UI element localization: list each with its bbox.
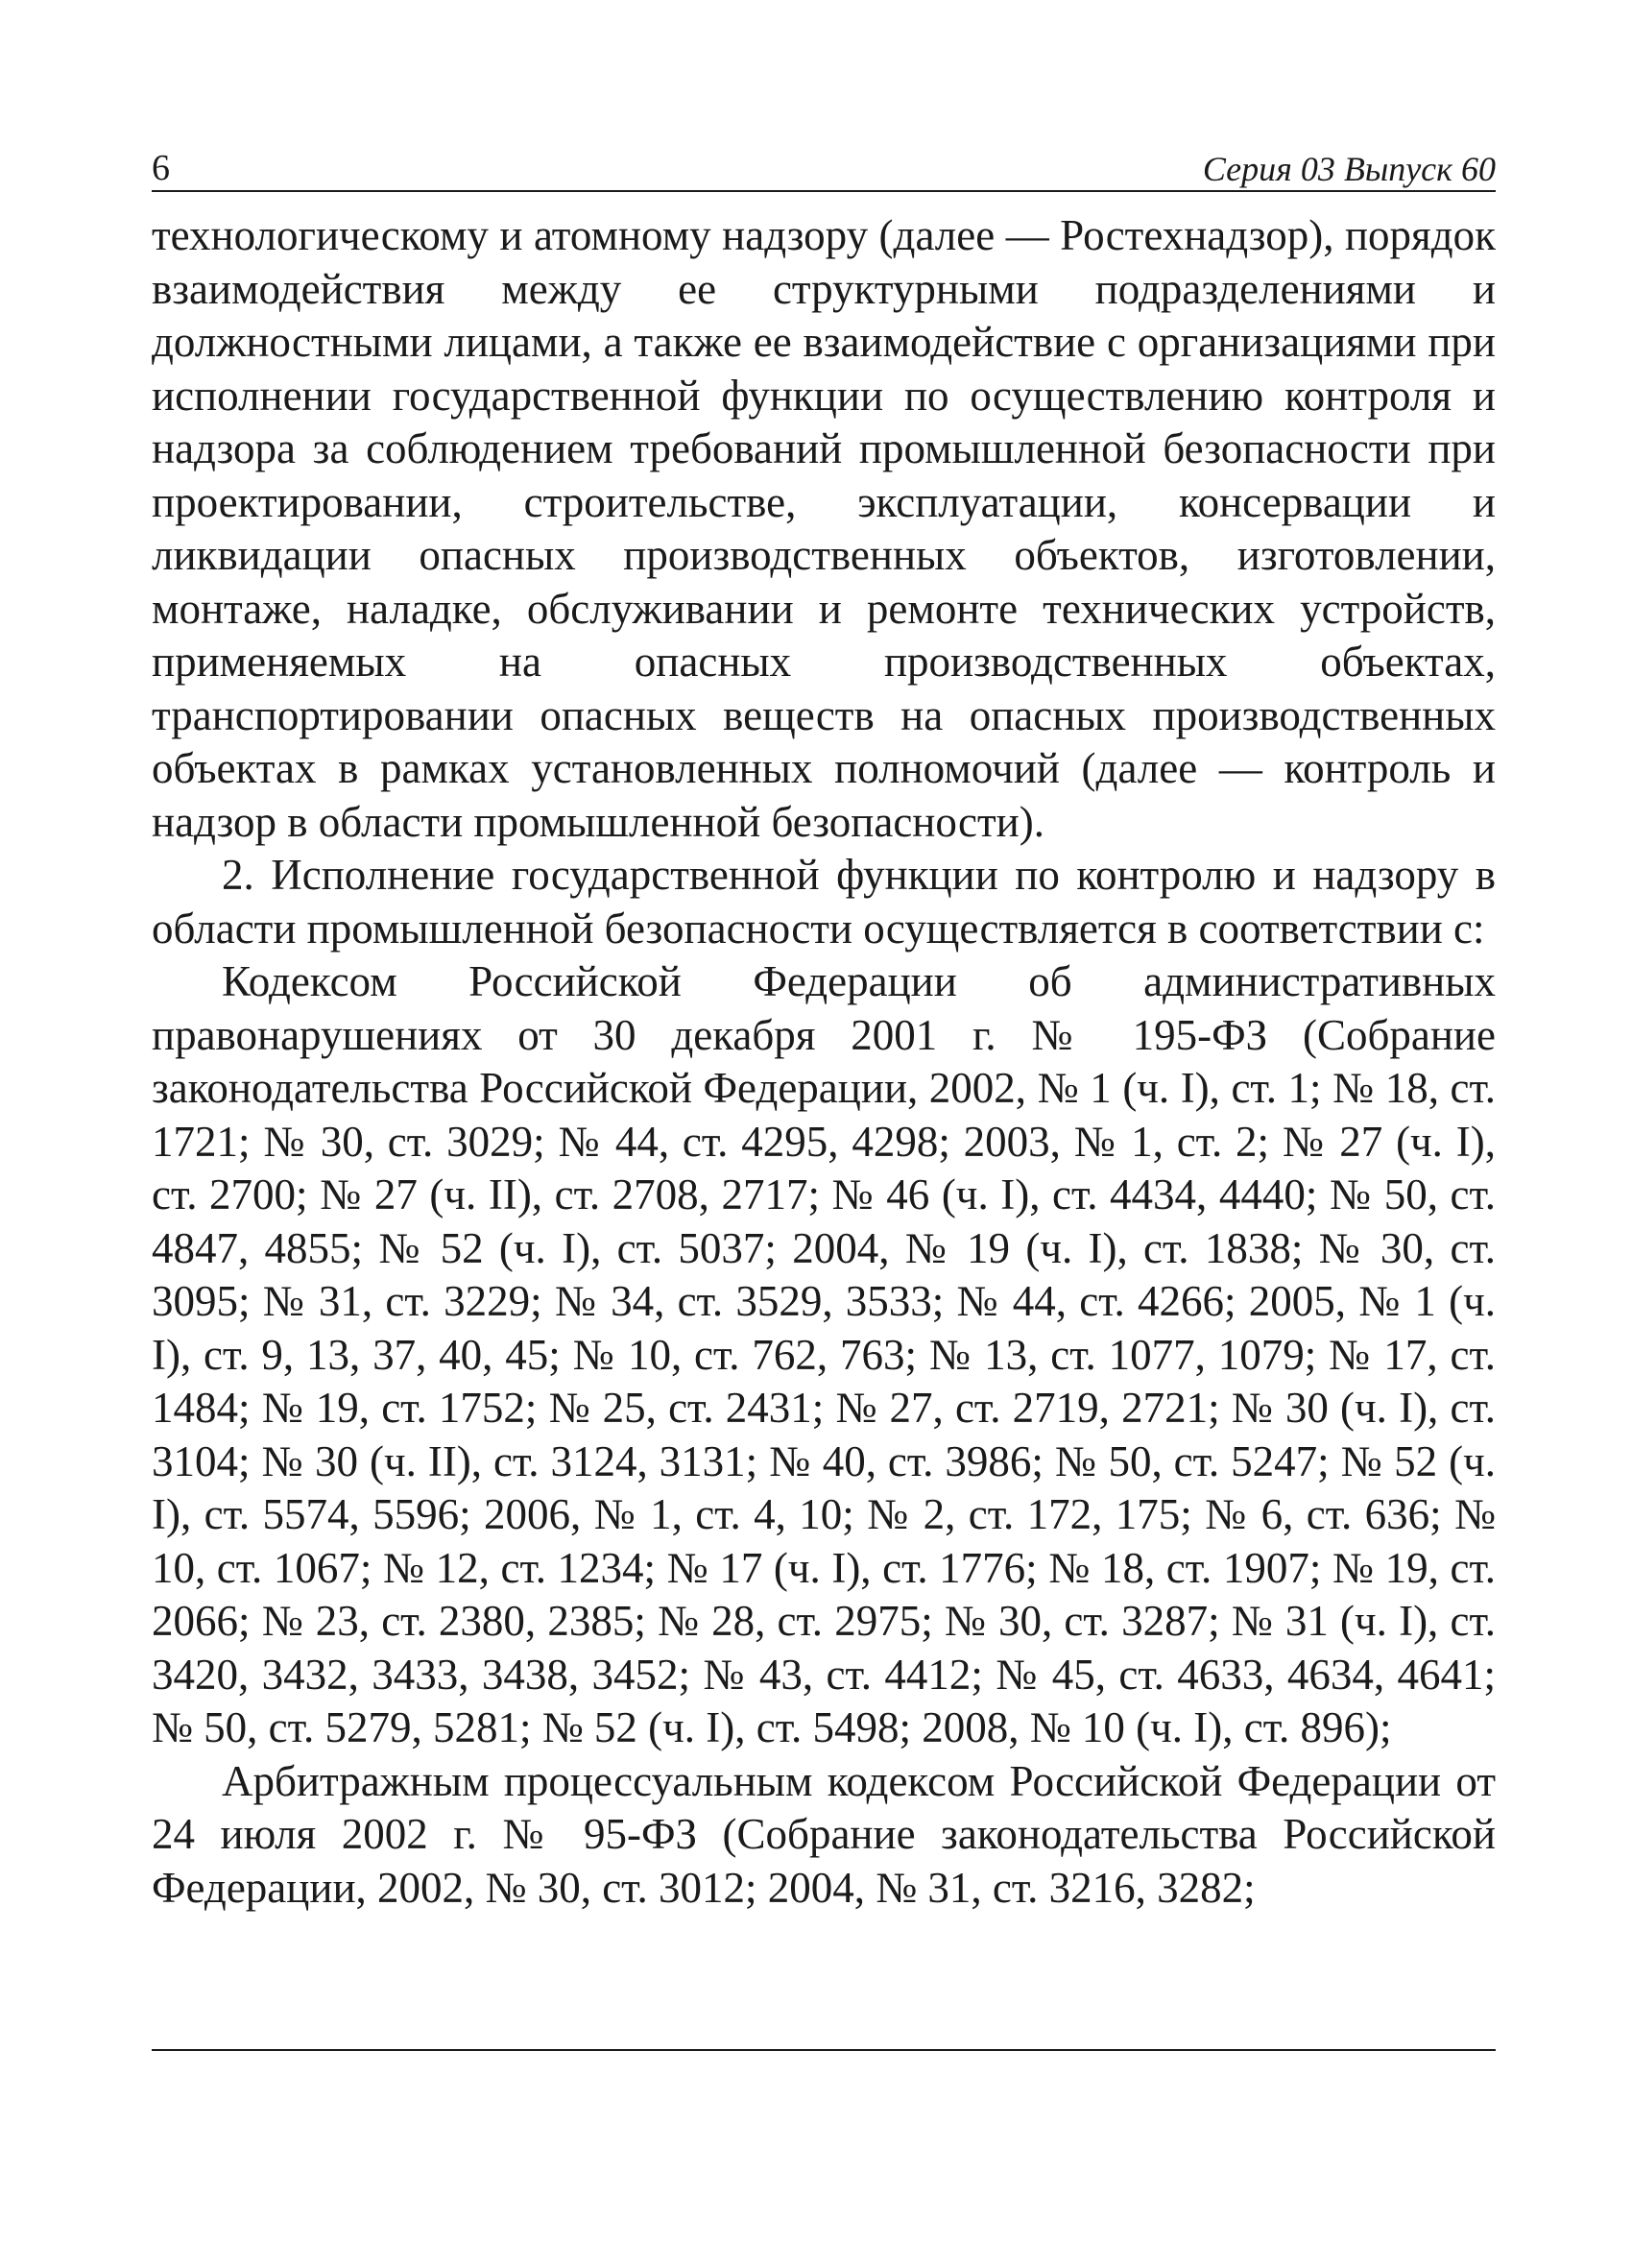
- document-page: [152, 134, 1496, 1915]
- footer-rule: [152, 2049, 1496, 2051]
- running-header: [152, 134, 1496, 192]
- paragraph-apk: Арбитражным процессуальным кодексом Российской Федерации от 24 июля 2002 г. № 95-ФЗ (Собрание законодательства Российской Федерации, 2002, № 30, ст. 3012; 2004, № 31, ст. 3216, 3282;: [152, 1756, 1496, 1912]
- body-text: [152, 209, 1496, 1915]
- paragraph-item-2: 2. Исполнение государственной функции по контролю и надзору в области промышленной безопасности осуществляется в соответствии с:: [152, 851, 1496, 953]
- paragraph-koap: Кодексом Российской Федерации об административных правонарушениях от 30 декабря 2001 г. № 195-ФЗ (Собрание законодательства Российской Федерации, 2002, № 1 (ч. I), ст. 1; № 18, ст. 1721; № 30, ст. 3029; № 44, ст. 4295, 4298; 2003, № 1, ст. 2; № 27 (ч. I), ст. 2700; № 27 (ч. II), ст. 2708, 2717; № 46 (ч. I), ст. 4434, 4440; № 50, ст. 4847, 4855; № 52 (ч. I), ст. 5037; 2004, № 19 (ч. I), ст. 1838; № 30, ст. 3095; № 31, ст. 3229; № 34, ст. 3529, 3533; № 44, ст. 4266; 2005, № 1 (ч. I), ст. 9, 13, 37, 40, 45; № 10, ст. 762, 763; № 13, ст. 1077, 1079; № 17, ст. 1484; № 19, ст. 1752; № 25, ст. 2431; № 27, ст. 2719, 2721; № 30 (ч. I), ст. 3104; № 30 (ч. II), ст. 3124, 3131; № 40, ст. 3986; № 50, ст. 5247; № 52 (ч. I), ст. 5574, 5596; 2006, № 1, ст. 4, 10; № 2, ст. 172, 175; № 6, ст. 636; № 10, ст. 1067; № 12, ст. 1234; № 17 (ч. I), ст. 1776; № 18, ст. 1907; № 19, ст. 2066; № 23, ст. 2380, 2385; № 28, ст. 2975; № 30, ст. 3287; № 31 (ч. I), ст. 3420, 3432, 3433, 3438, 3452; № 43, ст. 4412; № 45, ст. 4633, 4634, 4641; № 50, ст. 5279, 5281; № 52 (ч. I), ст. 5498; 2008, № 10 (ч. I), ст. 896);: [152, 957, 1496, 1751]
- paragraph-continuation: технологическому и атомному надзору (далее — Ростехнадзор), порядок взаимодействия между ее структурными подразделениями и должностными лицами, а также ее взаимодействие с организациями при исполнении государственной функции по осуществлению контроля и надзора за соблюдением требований промышленной безопасности при проектировании, строительстве, эксплуатации, консервации и ликвидации опасных производственных объектов, изготовлении, монтаже, наладке, обслуживании и ремонте технических устройств, применяемых на опасных производственных объектах, транспортировании опасных веществ на опасных производственных объектах в рамках установленных полномочий (далее — контроль и надзор в области промышленной безопасности).: [152, 211, 1496, 846]
- series-title: Серия 03 Выпуск 60: [1202, 150, 1496, 188]
- page-number: 6: [152, 148, 170, 188]
